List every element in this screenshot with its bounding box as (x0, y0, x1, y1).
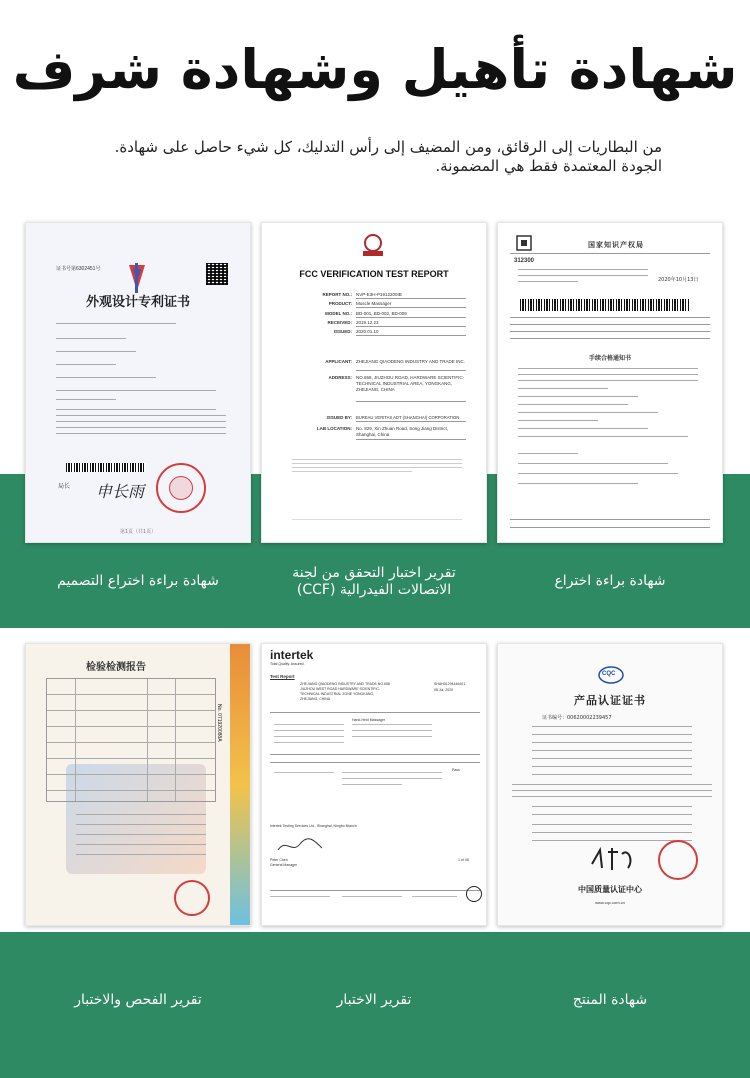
signature-icon (588, 844, 638, 874)
bureau-veritas-logo-icon (360, 233, 386, 257)
patent-emblem-icon (119, 261, 155, 295)
page-title: شهادة تأهيل وشهادة شرف (12, 38, 738, 101)
intertek-badge-icon (466, 886, 482, 902)
caption-test-report: تقرير الاختبار (336, 992, 412, 1008)
document-title: 检验检测报告 (86, 662, 146, 673)
barcode-icon (520, 299, 690, 311)
report-table (46, 678, 216, 802)
document-title: 国家知识产权局 (588, 241, 644, 249)
caption-patent: شهادة براءة اختراع (554, 573, 666, 589)
intertek-test-report[interactable]: intertek Total Quality. Assured. Test Report ZHEJIANG QIAODENG INDUSTRY AND TRADE NO.658 JIUZHOU WEST ROAD HARDWARE SCIENTIFIC-TECHNICAL INDUSTRIAL ZONE YONGKANG, ZHEJIANG, CHINA SHAH01294446401 08 Jul. 2020 Hand-Held Massager Pass Intertek Testing Services Ltd., Shanghai, Ningbo Branch Peter Chen General Manager 1 of 48 (261, 643, 487, 926)
barcode-icon (66, 463, 146, 472)
design-patent-certificate[interactable]: 证书号第6302451号 外观设计专利证书 局长 申长雨 第1页（共1页） (25, 222, 251, 543)
fcc-test-report[interactable]: FCC VERIFICATION TEST REPORT REPORT NO.: NVP-E3H-P1912200IB PRODUCT: Muscle Massager MODEL NO.: BD-001, BD-002, BD-009 RECEIVED: 2019.12.23 ISSUED: 2020.01.10 APPLICANT: ZHEJIANG QIAODENG INDUSTRY AND TRADE INC. ADDRESS: NO.658, JIUZHOU ROAD, HARDWARE SCIENTIFIC-TECHNICAL INDUSTRIAL AREA, YONGKANG, ZHEJIANG, CHINA ISSUED BY: BUREAU VERITAS ADT (SHANGHAI) CORPORATION LAB LOCATION: No. 829, Xin Zhuan Road, Song Jiang District, Shanghai, China (261, 222, 487, 543)
qr-code-icon (206, 263, 228, 285)
page-subtitle: من البطاريات إلى الرقائق، ومن المضيف إلى رأس التدليك، كل شيء حاصل على شهادة. الجودة المعتمدة فقط هي المضمونة. (114, 138, 662, 175)
document-title: 外观设计专利证书 (85, 295, 190, 310)
cqc-product-certificate[interactable]: CQC 产品认证证书 证书编号：00620002239457 中国质量认证中心 www.cqc.com.cn (497, 643, 723, 926)
patent-certificate[interactable]: 国家知识产权局 312300 2020年10月13日 手续合格通知书 (497, 222, 723, 543)
document-title: 产品认证证书 (574, 694, 646, 707)
document-title: FCC VERIFICATION TEST REPORT (299, 269, 449, 279)
signature-icon (276, 836, 326, 856)
caption-inspection-report: تقرير الفحص والاختبار (74, 992, 202, 1008)
inspection-test-report[interactable]: 检验检测报告 No. 071920088A (25, 643, 251, 926)
official-seal-icon (658, 840, 698, 880)
caption-product-certificate: شهادة المنتج (572, 992, 648, 1008)
intertek-logo: intertek (270, 648, 314, 662)
cnipa-logo-icon (516, 235, 532, 251)
caption-design-patent: شهادة براءة اختراع التصميم (57, 573, 219, 589)
caption-fcc-report: تقرير اختبار التحقق من لجنة الاتصالات الفيدرالية (CCF) (292, 565, 456, 598)
official-seal-icon (174, 880, 210, 916)
signature: 申长雨 (96, 482, 145, 501)
